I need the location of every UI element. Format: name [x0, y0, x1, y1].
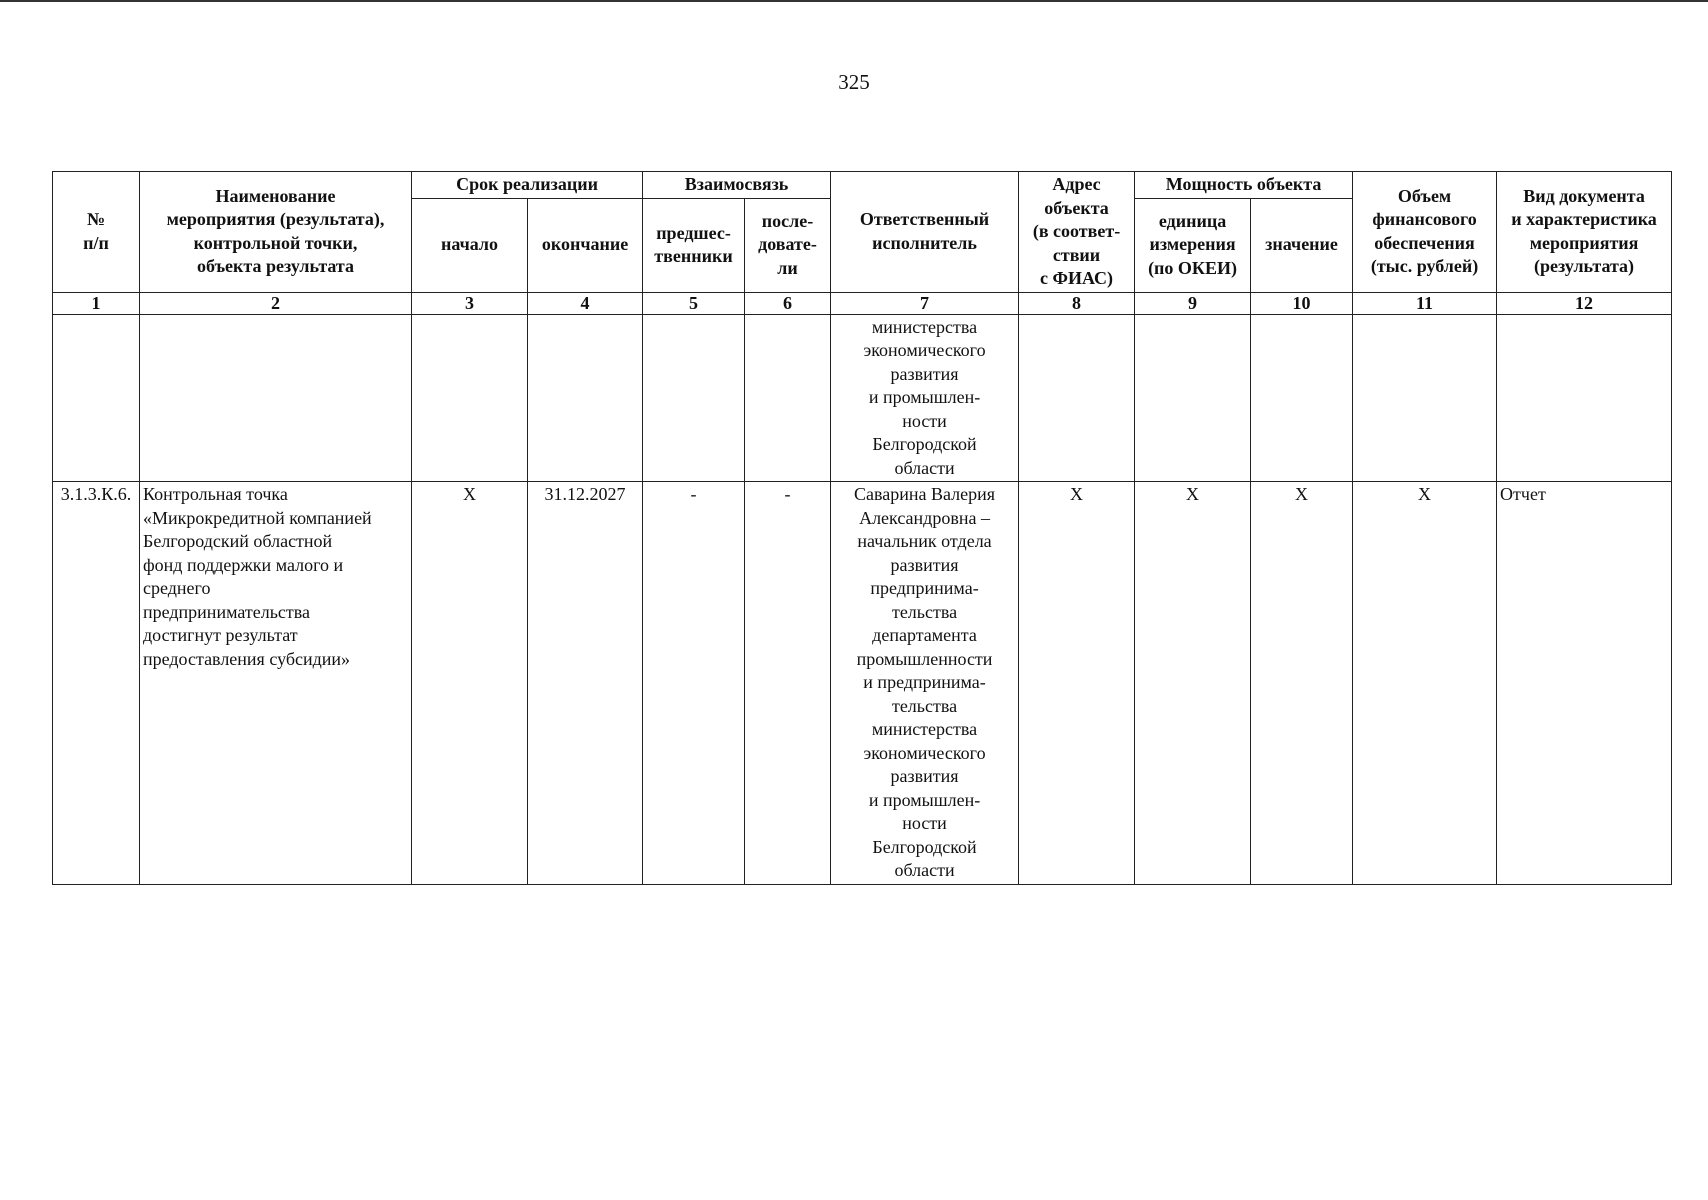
- header-predecessors: предшес- твенники: [643, 198, 745, 292]
- row-name: [140, 314, 412, 482]
- row-name: Контрольная точка «Микрокредитной компанией Белгородский областной фонд поддержки малого и среднего предпринимательства достигнут результат предоставления субсидии»: [140, 482, 412, 885]
- column-number: 12: [1497, 292, 1672, 314]
- column-number-row: [53, 292, 1672, 314]
- row-responsible: Саварина Валерия Александровна – начальник отдела развития предпринима- тельства департамента промышленности и предпринима- тельства министерства экономического развития и промышлен- ности Белгородской области: [831, 482, 1019, 885]
- row-unit: X: [1135, 482, 1251, 885]
- row-document: Отчет: [1497, 482, 1672, 885]
- header-volume: Объем финансового обеспечения (тыс. рублей): [1353, 172, 1497, 293]
- column-number: 5: [643, 292, 745, 314]
- row-address: [1019, 314, 1135, 482]
- row-successors: -: [745, 482, 831, 885]
- row-number: [53, 314, 140, 482]
- row-predecessors: -: [643, 482, 745, 885]
- row-address: X: [1019, 482, 1135, 885]
- column-number: 6: [745, 292, 831, 314]
- row-responsible: министерства экономического развития и промышлен- ности Белгородской области: [831, 314, 1019, 482]
- header-name: Наименование мероприятия (результата), контрольной точки, объекта результата: [140, 172, 412, 293]
- column-number: 4: [528, 292, 643, 314]
- page-number: 325: [838, 70, 870, 94]
- row-value: [1251, 314, 1353, 482]
- header-start: начало: [412, 198, 528, 292]
- header-unit: единица измерения (по ОКЕИ): [1135, 198, 1251, 292]
- row-end: [528, 314, 643, 482]
- header-end: окончание: [528, 198, 643, 292]
- row-document: [1497, 314, 1672, 482]
- row-successors: [745, 314, 831, 482]
- column-number: 1: [53, 292, 140, 314]
- table-row: [53, 482, 1672, 885]
- row-start: [412, 314, 528, 482]
- row-volume: X: [1353, 482, 1497, 885]
- row-number: 3.1.3.К.6.: [53, 482, 140, 885]
- row-volume: [1353, 314, 1497, 482]
- header-num: № п/п: [53, 172, 140, 293]
- column-number: 3: [412, 292, 528, 314]
- column-number: 10: [1251, 292, 1353, 314]
- column-number: 7: [831, 292, 1019, 314]
- row-value: X: [1251, 482, 1353, 885]
- header-link: Взаимосвязь: [643, 172, 831, 199]
- row-unit: [1135, 314, 1251, 482]
- header-document: Вид документа и характеристика мероприятия (результата): [1497, 172, 1672, 293]
- column-number: 11: [1353, 292, 1497, 314]
- row-predecessors: [643, 314, 745, 482]
- header-value: значение: [1251, 198, 1353, 292]
- column-number: 8: [1019, 292, 1135, 314]
- row-start: X: [412, 482, 528, 885]
- row-end: 31.12.2027: [528, 482, 643, 885]
- table-row: [53, 314, 1672, 482]
- header-term: Срок реализации: [412, 172, 643, 199]
- column-number: 2: [140, 292, 412, 314]
- top-border-line: [0, 0, 1708, 2]
- header-responsible: Ответственный исполнитель: [831, 172, 1019, 293]
- header-successors: после- довате- ли: [745, 198, 831, 292]
- header-address: Адрес объекта (в соответ- ствии с ФИАС): [1019, 172, 1135, 293]
- implementation-plan-table: [52, 171, 1672, 885]
- column-number: 9: [1135, 292, 1251, 314]
- header-row-top: [53, 172, 1672, 199]
- header-capacity: Мощность объекта: [1135, 172, 1353, 199]
